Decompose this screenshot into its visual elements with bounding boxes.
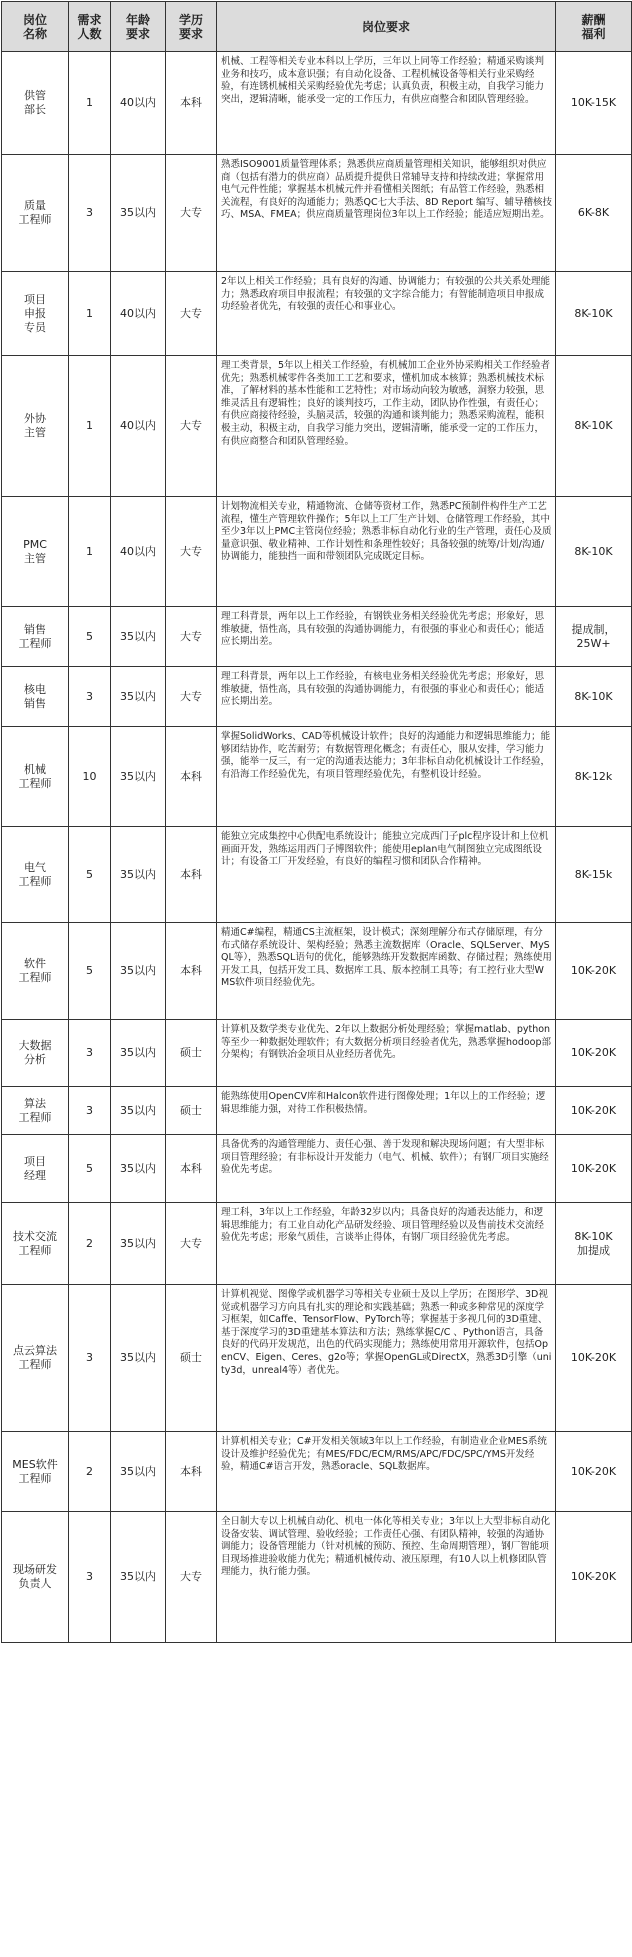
education-requirement-cell: 大专 <box>166 667 217 727</box>
table-row <box>2 727 632 827</box>
salary-cell: 8K-12k <box>556 727 632 827</box>
col-header-age: 年龄 要求 <box>111 2 166 52</box>
age-requirement-cell: 40以内 <box>111 356 166 497</box>
col-header-count: 需求 人数 <box>69 2 111 52</box>
job-title-cell: PMC 主管 <box>2 497 69 607</box>
age-requirement-cell: 40以内 <box>111 497 166 607</box>
headcount-cell: 3 <box>69 155 111 272</box>
table-row <box>2 667 632 727</box>
headcount-cell: 10 <box>69 727 111 827</box>
salary-cell: 10K-20K <box>556 1512 632 1643</box>
age-requirement-cell: 35以内 <box>111 727 166 827</box>
headcount-cell: 3 <box>69 1285 111 1432</box>
age-requirement-cell: 35以内 <box>111 1285 166 1432</box>
education-requirement-cell: 本科 <box>166 1135 217 1203</box>
salary-cell: 6K-8K <box>556 155 632 272</box>
salary-cell: 8K-10K <box>556 356 632 497</box>
age-requirement-cell: 35以内 <box>111 923 166 1020</box>
col-header-requirements: 岗位要求 <box>217 2 556 52</box>
table-row <box>2 923 632 1020</box>
salary-cell: 提成制， 25W+ <box>556 607 632 667</box>
education-requirement-cell: 硕士 <box>166 1020 217 1087</box>
job-title-cell: MES软件 工程师 <box>2 1432 69 1512</box>
job-title-cell: 点云算法 工程师 <box>2 1285 69 1432</box>
table-row <box>2 52 632 155</box>
job-requirements-cell: 理工科背景，两年以上工作经验，有钢铁业务相关经验优先考虑；形象好，思维敏捷，悟性高，具有较强的沟通协调能力，有很强的事业心和责任心；能适应长期出差。 <box>217 607 556 667</box>
job-requirements-cell: 理工类背景，5年以上相关工作经验，有机械加工企业外协采购相关工作经验者优先；熟悉机械零件各类加工工艺和要求，懂机加成本核算；熟悉机械技术标准，了解材料的基本性能和工艺特性；对市场动向较为敏感，洞察力较强，思维灵活且有逻辑性；良好的谈判技巧，工作主动，团队协作性强，有责任心；有供应商接待经验，头脑灵活，较强的沟通和谈判能力；熟悉采购流程，能积极主动，积极主动，自我学习能力突出，逻辑清晰，能承受一定的工作压力，有供应商整合和团队管理经验。 <box>217 356 556 497</box>
education-requirement-cell: 硕士 <box>166 1285 217 1432</box>
education-requirement-cell: 本科 <box>166 827 217 923</box>
headcount-cell: 5 <box>69 827 111 923</box>
education-requirement-cell: 本科 <box>166 727 217 827</box>
table-row <box>2 607 632 667</box>
education-requirement-cell: 大专 <box>166 497 217 607</box>
job-requirements-cell: 计算机及数学类专业优先、2年以上数据分析处理经验；掌握matlab、python等至少一种数据处理软件；有大数据分析项目经验者优先，熟悉掌握hodoop部分架构；有钢铁冶金项目从业经历者优先。 <box>217 1020 556 1087</box>
age-requirement-cell: 35以内 <box>111 1020 166 1087</box>
salary-cell: 10K-20K <box>556 1432 632 1512</box>
job-requirements-cell: 具备优秀的沟通管理能力、责任心强、善于发现和解决现场问题；有大型非标项目管理经验；有非标设计开发能力（电气、机械、软件）；有钢厂项目实施经验优先考虑。 <box>217 1135 556 1203</box>
col-header-pay: 薪酬 福利 <box>556 2 632 52</box>
job-requirements-cell: 机械、工程等相关专业本科以上学历，三年以上同等工作经验；精通采购谈判业务和技巧，成本意识强；有自动化设备、工程机械设备等相关行业采购经验，有连锈机械相关采购经验优先考虑；认真负责，积极主动，自我学习能力突出，逻辑清晰，能承受一定的工作压力，有供应商整合和团队管理经验。 <box>217 52 556 155</box>
salary-cell: 10K-20K <box>556 1087 632 1135</box>
headcount-cell: 1 <box>69 52 111 155</box>
age-requirement-cell: 35以内 <box>111 1087 166 1135</box>
table-row <box>2 272 632 356</box>
job-requirements-cell: 2年以上相关工作经验；具有良好的沟通、协调能力；有较强的公共关系处理能力；熟悉政府项目申报流程；有较强的文字综合能力；有智能制造项目申报成功经验者优先，有较强的责任心和事业心。 <box>217 272 556 356</box>
job-requirements-cell: 计划物流相关专业，精通物流、仓储等资材工作，熟悉PC预制件构件生产工艺流程，懂生产管理软件操作；5年以上工厂生产计划、仓储管理工作经验，其中至少3年以上PMC主管岗位经验；熟悉非标自动化行业的生产管理，责任心及质量意识强、敬业精神、工作计划性和条理性较好；具备较强的统筹/计划/沟通/协调能力，能独挡一面和带领团队完成既定目标。 <box>217 497 556 607</box>
job-requirements-cell: 掌握SolidWorks、CAD等机械设计软件；良好的沟通能力和逻辑思维能力；能够团结协作，吃苦耐劳；有数据管理化概念；有责任心，服从安排，学习能力强，能举一反三，有一定的沟通表达能力；3年非标自动化机械设计工作经验，有沿海工作经验优先，有项目管理经验优先，有整机设计经验。 <box>217 727 556 827</box>
table-row <box>2 1135 632 1203</box>
job-title-cell: 项目 经理 <box>2 1135 69 1203</box>
age-requirement-cell: 35以内 <box>111 1135 166 1203</box>
job-title-cell: 项目 申报 专员 <box>2 272 69 356</box>
job-requirements-cell: 理工科，3年以上工作经验，年龄32岁以内；具备良好的沟通表达能力，和逻辑思维能力；有工业自动化产品研发经验、项目管理经验以及售前技术交流经验优先考虑；形象气质佳，言谈举止得体，有钢厂项目经验优先考虑。 <box>217 1203 556 1285</box>
salary-cell: 10K-20K <box>556 1020 632 1087</box>
headcount-cell: 1 <box>69 497 111 607</box>
salary-cell: 8K-15k <box>556 827 632 923</box>
job-title-cell: 大数据 分析 <box>2 1020 69 1087</box>
salary-cell: 10K-20K <box>556 923 632 1020</box>
table-row <box>2 1285 632 1432</box>
age-requirement-cell: 40以内 <box>111 52 166 155</box>
job-requirements-cell: 理工科背景，两年以上工作经验，有核电业务相关经验优先考虑；形象好，思维敏捷，悟性高，具有较强的沟通协调能力，有很强的事业心和责任心；能适应长期出差。 <box>217 667 556 727</box>
headcount-cell: 3 <box>69 1512 111 1643</box>
education-requirement-cell: 大专 <box>166 272 217 356</box>
header-row <box>2 2 632 52</box>
education-requirement-cell: 大专 <box>166 1203 217 1285</box>
salary-cell: 10K-20K <box>556 1285 632 1432</box>
age-requirement-cell: 35以内 <box>111 607 166 667</box>
age-requirement-cell: 35以内 <box>111 827 166 923</box>
job-requirements-cell: 熟悉ISO9001质量管理体系；熟悉供应商质量管理相关知识，能够组织对供应商（包括有潜力的供应商）品质提升提供日常辅导支持和持续改进；掌握常用电气元件性能；掌握基本机械元件并看懂相关图纸；有品管工作经验，熟悉相关流程，有良好的沟通能力；熟悉QC七大手法、8D Report 编写、辅导稽核技巧、MSA、FMEA；供应商质量管理岗位3年以上工作经验；能适应短期出差。 <box>217 155 556 272</box>
age-requirement-cell: 35以内 <box>111 1512 166 1643</box>
job-title-cell: 销售 工程师 <box>2 607 69 667</box>
education-requirement-cell: 大专 <box>166 155 217 272</box>
col-header-edu: 学历 要求 <box>166 2 217 52</box>
headcount-cell: 2 <box>69 1203 111 1285</box>
job-requirements-cell: 全日制大专以上机械自动化、机电一体化等相关专业；3年以上大型非标自动化设备安装、调试管理、验收经验；工作责任心强、有团队精神，较强的沟通协调能力；设备管理能力（针对机械的预防、预控、生命周期管理），钢厂智能项目现场推进验收能力优先；精通机械传动、液压原理，有10人以上机修团队管理能力，执行能力强。 <box>217 1512 556 1643</box>
age-requirement-cell: 40以内 <box>111 272 166 356</box>
job-title-cell: 机械 工程师 <box>2 727 69 827</box>
headcount-cell: 5 <box>69 1135 111 1203</box>
education-requirement-cell: 本科 <box>166 1432 217 1512</box>
headcount-cell: 3 <box>69 667 111 727</box>
headcount-cell: 5 <box>69 607 111 667</box>
col-header-title: 岗位 名称 <box>2 2 69 52</box>
age-requirement-cell: 35以内 <box>111 1432 166 1512</box>
age-requirement-cell: 35以内 <box>111 155 166 272</box>
headcount-cell: 3 <box>69 1020 111 1087</box>
education-requirement-cell: 大专 <box>166 356 217 497</box>
education-requirement-cell: 本科 <box>166 52 217 155</box>
table-row <box>2 1020 632 1087</box>
table-row <box>2 1432 632 1512</box>
salary-cell: 8K-10K 加提成 <box>556 1203 632 1285</box>
headcount-cell: 2 <box>69 1432 111 1512</box>
age-requirement-cell: 35以内 <box>111 667 166 727</box>
job-requirements-cell: 能熟练使用OpenCV库和Halcon软件进行图像处理；1年以上的工作经验；逻辑思维能力强，对待工作积极热情。 <box>217 1087 556 1135</box>
age-requirement-cell: 35以内 <box>111 1203 166 1285</box>
job-title-cell: 电气 工程师 <box>2 827 69 923</box>
education-requirement-cell: 本科 <box>166 923 217 1020</box>
salary-cell: 8K-10K <box>556 272 632 356</box>
job-title-cell: 外协 主管 <box>2 356 69 497</box>
salary-cell: 8K-10K <box>556 497 632 607</box>
table-row <box>2 356 632 497</box>
education-requirement-cell: 硕士 <box>166 1087 217 1135</box>
table-row <box>2 497 632 607</box>
headcount-cell: 1 <box>69 272 111 356</box>
table-row <box>2 827 632 923</box>
job-title-cell: 技术交流 工程师 <box>2 1203 69 1285</box>
table-row <box>2 1087 632 1135</box>
table-row <box>2 1512 632 1643</box>
headcount-cell: 3 <box>69 1087 111 1135</box>
job-title-cell: 现场研发 负责人 <box>2 1512 69 1643</box>
job-title-cell: 供管 部长 <box>2 52 69 155</box>
headcount-cell: 5 <box>69 923 111 1020</box>
job-requirements-cell: 精通C#编程，精通CS主流框架，设计模式；深刻理解分布式存储原理，有分布式储存系统设计、架构经验；熟悉主流数据库（Oracle、SQLServer、MySQL等），熟悉SQL语句的优化，能够熟练开发数据库函数、存储过程；熟练使用开发工具，包括开发工具、数据库工具、版本控制工具等；有工控行业大型WMS软件项目经验优先。 <box>217 923 556 1020</box>
job-requirements-cell: 计算机相关专业；C#开发相关领域3年以上工作经验，有制造业企业MES系统设计及维护经验优先；有MES/FDC/ECM/RMS/APC/FDC/SPC/YMS开发经验，精通C#语言开发，熟悉oracle、SQL数据库。 <box>217 1432 556 1512</box>
salary-cell: 10K-20K <box>556 1135 632 1203</box>
job-requirements-cell: 能独立完成集控中心供配电系统设计；能独立完成西门子plc程序设计和上位机画面开发，熟练运用西门子博图软件；能使用eplan电气制图独立完成图纸设计；有设备工厂开发经验，有良好的编程习惯和团队合作精神。 <box>217 827 556 923</box>
job-title-cell: 核电 销售 <box>2 667 69 727</box>
job-requirements-cell: 计算机视觉、图像学或机器学习等相关专业硕士及以上学历；在图形学、3D视觉或机器学习方向具有扎实的理论和实践基础；熟悉一种或多种常见的深度学习框架，如Caffe、TensorFlow、PyTorch等；掌握基于多视几何的3D重建、基于深度学习的3D重建基本算法和方法；熟练掌握C/C 、Python语言，具备良好的代码开发规范，出色的代码实现能力；熟练使用常用开源软件，包括OpenCV、Eigen、Ceres、g2o等；掌握OpenGL或DirectX，熟悉3D引擎（unity3d，unreal4等）者优先。 <box>217 1285 556 1432</box>
salary-cell: 8K-10K <box>556 667 632 727</box>
table-row <box>2 155 632 272</box>
headcount-cell: 1 <box>69 356 111 497</box>
table-row <box>2 1203 632 1285</box>
job-title-cell: 软件 工程师 <box>2 923 69 1020</box>
job-title-cell: 质量 工程师 <box>2 155 69 272</box>
job-title-cell: 算法 工程师 <box>2 1087 69 1135</box>
salary-cell: 10K-15K <box>556 52 632 155</box>
education-requirement-cell: 大专 <box>166 607 217 667</box>
education-requirement-cell: 大专 <box>166 1512 217 1643</box>
job-requirements-table <box>1 1 632 1643</box>
